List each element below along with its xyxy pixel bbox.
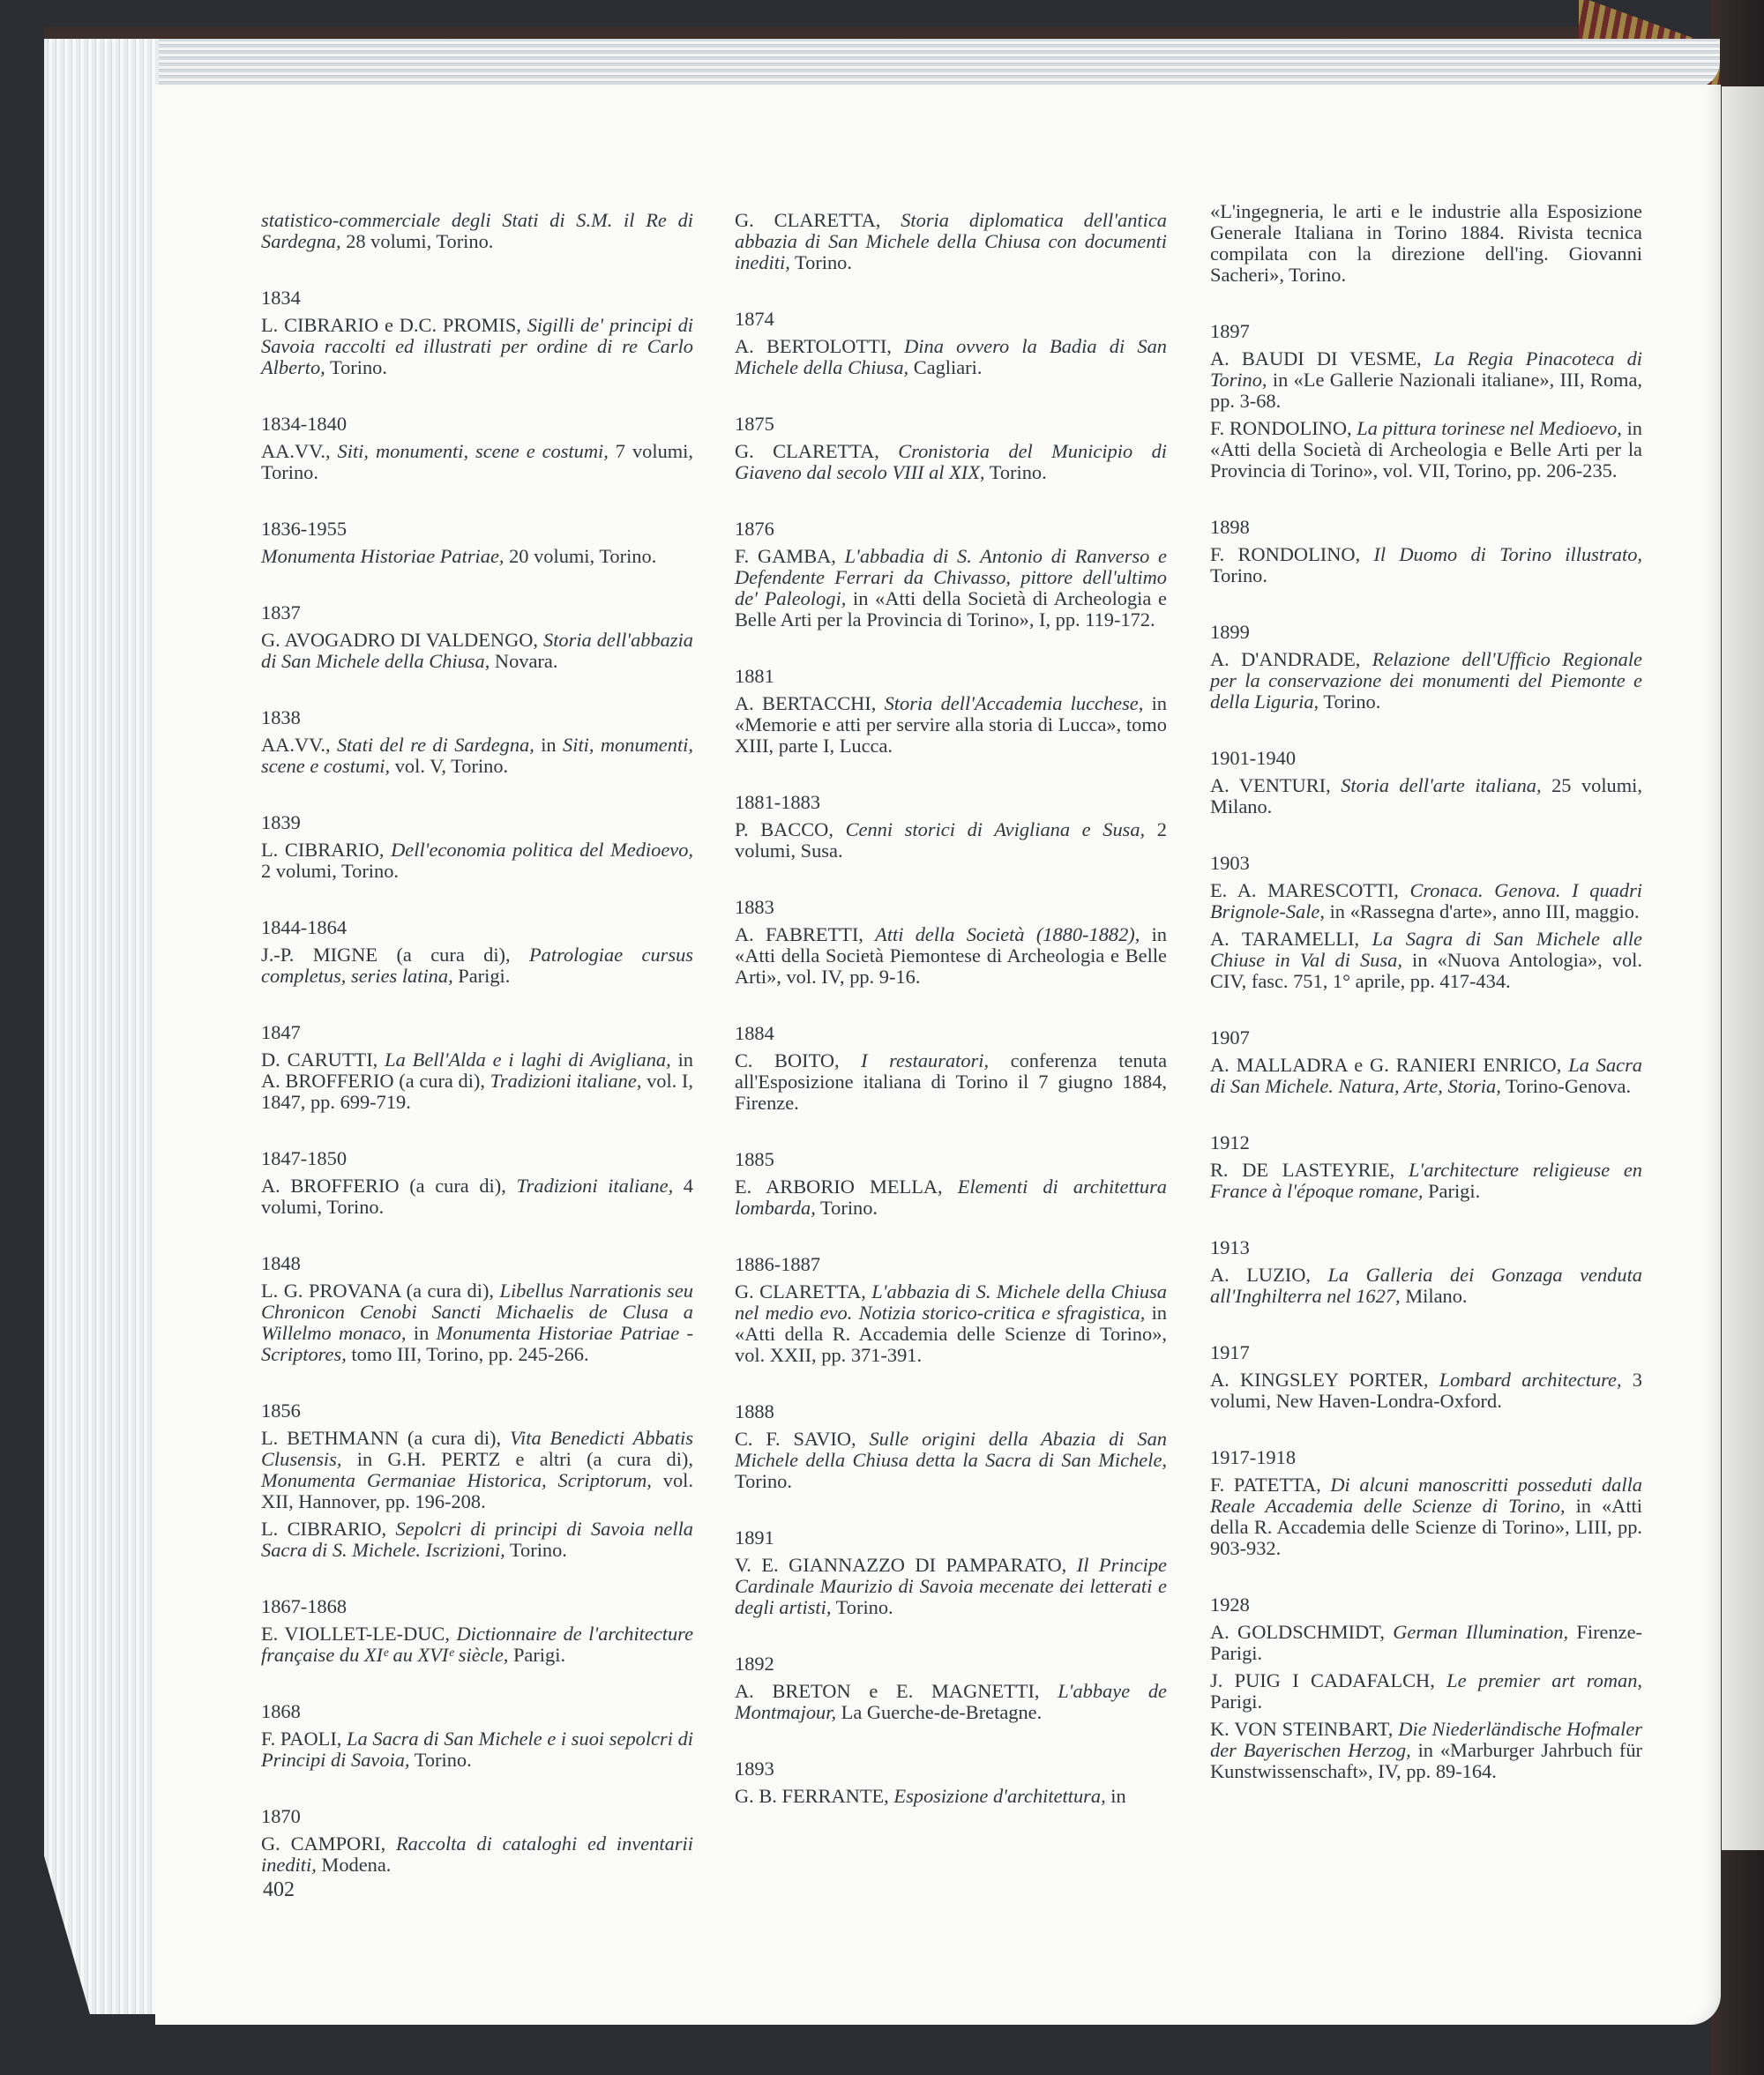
entry-text: A. MALLADRA e G. RANIERI ENRICO, (1210, 1054, 1569, 1076)
entry-text: in «Nuova Antologia», vol. CIV, fasc. 751, 1° aprile, pp. 417-434. (1210, 949, 1642, 992)
bibliography-year-group (735, 519, 1167, 631)
entry-text: A. GOLDSCHMIDT, (1210, 1621, 1394, 1643)
entry-title: Tradizioni italiane, (516, 1175, 674, 1197)
entry-text: Torino. (1210, 564, 1267, 586)
entry-text: in «Atti della Società di Archeologia e Belle Arti per la Provincia di Torino», vol. VII, Torino, pp. 206-235. (1210, 417, 1643, 481)
bibliography-entry (261, 1519, 693, 1561)
entry-text: J. PUIG I CADAFALCH, (1210, 1669, 1447, 1691)
entry-text: D. CARUTTI, (261, 1049, 385, 1071)
entry-text: E. ARBORIO MELLA, (735, 1176, 958, 1198)
entry-text: L. CIBRARIO, (261, 1518, 396, 1540)
entry-title: La Bell'Alda e i laghi di Avigliana, (385, 1049, 671, 1071)
bibliography-entry (735, 1429, 1167, 1492)
entry-text: R. DE LASTEYRIE, (1210, 1159, 1409, 1181)
entry-text: Torino. (984, 461, 1047, 483)
bibliography-year-group (261, 707, 693, 777)
entry-text: 25 volumi, Milano. (1210, 774, 1642, 817)
entry-text: C. BOITO, (735, 1049, 862, 1071)
entry-text: Modena. (316, 1854, 392, 1876)
entry-title: Siti, monumenti, scene e costumi, (337, 440, 609, 462)
entry-title: Libellus Narrationis seu Chronicon Cenobi Sancti Michaelis de Clusa a Willelmo monaco, (261, 1280, 694, 1344)
bibliography-year-group (735, 210, 1167, 273)
entry-title: L'abbadia di S. Antonio di Ranverso e Defendente Ferrari da Chivasso, pittore dell'ultimo de' Paleologi, (735, 545, 1167, 609)
entry-text: A. BROFFERIO (a cura di), (261, 1175, 517, 1197)
bibliography-year-group (735, 1149, 1167, 1219)
year-heading: 1897 (1210, 320, 1250, 342)
bibliography-entry (735, 441, 1167, 483)
entry-text: G. B. FERRANTE, (735, 1785, 894, 1807)
entry-title: Le premier art roman, (1446, 1669, 1642, 1691)
entry-title: Elementi di architettura lombarda, (735, 1176, 1167, 1219)
bibliography-entry (1210, 775, 1642, 817)
entry-text: in (534, 734, 564, 756)
page-edges-left (44, 39, 159, 2014)
bibliography-entry (735, 693, 1167, 757)
year-heading: 1888 (735, 1400, 774, 1422)
bibliography-column-1 (261, 210, 693, 1911)
bibliography-entry (261, 210, 693, 252)
bibliography-entry (1210, 880, 1642, 922)
entry-text: 3 volumi, New Haven-Londra-Oxford. (1210, 1369, 1643, 1412)
bibliography-entry (735, 924, 1167, 988)
page-edges-top (44, 39, 1720, 88)
entry-text: G. CLARETTA, (735, 440, 899, 462)
year-heading: 1899 (1210, 621, 1250, 643)
bibliography-entry (1210, 418, 1642, 481)
bibliography-year-group (735, 414, 1167, 483)
bibliography-year-group (261, 1022, 693, 1113)
bibliography-entry (735, 1281, 1167, 1366)
year-heading: 1885 (735, 1148, 774, 1170)
entry-text: L. BETHMANN (a cura di), (261, 1427, 510, 1449)
bibliography-entry (261, 630, 693, 672)
bibliography-year-group (1210, 748, 1642, 817)
bibliography-year-group (735, 792, 1167, 862)
bibliography-column-2 (735, 210, 1167, 1842)
entry-text: in «Atti della Società Piemontese di Archeologia e Belle Arti», vol. IV, pp. 9-16. (735, 923, 1167, 988)
entry-title: Relazione dell'Ufficio Regionale per la conservazione dei monumenti del Piemonte e della Liguria, (1210, 648, 1642, 713)
entry-text: Torino. (409, 1749, 472, 1771)
entry-text: E. A. MARESCOTTI, (1210, 879, 1410, 901)
bibliography-entry (261, 1049, 693, 1113)
bibliography-entry (261, 1833, 693, 1876)
year-heading: 1874 (735, 308, 774, 330)
entry-title: Sepolcri di principi di Savoia nella Sacra di S. Michele. Iscrizioni, (261, 1518, 693, 1561)
bibliography-entry (735, 336, 1167, 378)
entry-text: vol. XII, Hannover, pp. 196-208. (261, 1469, 694, 1512)
bibliography-entry (1210, 1719, 1642, 1782)
bibliography-year-group (1210, 201, 1642, 286)
bibliography-entry (1210, 1622, 1642, 1664)
bibliography-year-group (735, 1401, 1167, 1492)
bibliography-year-group (735, 1254, 1167, 1366)
entry-title: Die Niederländische Hofmaler der Bayerischen Herzog, (1210, 1718, 1642, 1761)
entry-text: «L'ingegneria, le arti e le industrie alla Esposizione Generale Italiana in Torino 1884. Rivista tecnica compilata con la direzione dell'ing. Giovanni Sacheri», Torino. (1210, 200, 1642, 286)
entry-text: P. BACCO, (735, 818, 846, 840)
entry-text: Torino. (325, 356, 387, 378)
entry-text: Torino. (505, 1539, 567, 1561)
entry-text: Milano. (1400, 1285, 1468, 1307)
entry-text: in G.H. PERTZ e altri (a cura di), (341, 1448, 693, 1470)
entry-text: in «Rassegna d'arte», anno III, maggio. (1324, 900, 1640, 922)
entry-text: L. G. PROVANA (a cura di), (261, 1280, 500, 1302)
entry-title: I restauratori, (861, 1049, 990, 1071)
year-heading: 1892 (735, 1653, 774, 1675)
entry-text: Parigi. (452, 965, 511, 987)
bibliography-year-group (261, 1596, 693, 1666)
entry-title: La Regia Pinacoteca di Torino, (1210, 347, 1642, 391)
bibliography-entry (261, 1176, 693, 1218)
entry-title: Cronistoria del Municipio di Giaveno dal secolo VIII al XIX, (735, 440, 1167, 483)
entry-title: Dina ovvero la Badia di San Michele della Chiusa, (735, 335, 1167, 378)
year-heading: 1901-1940 (1210, 747, 1297, 769)
bibliography-entry (261, 1728, 693, 1771)
year-heading: 1881-1883 (735, 791, 821, 813)
entry-text: Torino. (1319, 690, 1381, 713)
entry-text: V. E. GIANNAZZO DI PAMPARATO, (735, 1554, 1077, 1576)
entry-text: F. PATETTA, (1210, 1474, 1331, 1496)
bibliography-year-group (261, 287, 693, 378)
entry-title: Storia dell'Accademia lucchese, (884, 692, 1144, 714)
bibliography-year-group (735, 897, 1167, 988)
entry-text: 4 volumi, Torino. (261, 1175, 693, 1218)
entry-title: Di alcuni manoscritti posseduti dalla Reale Accademia delle Scienze di Torino, (1210, 1474, 1642, 1517)
entry-text: A. LUZIO, (1210, 1264, 1328, 1286)
entry-title: La Sacra di San Michele e i suoi sepolcri di Principi di Savoia, (261, 1728, 694, 1771)
year-heading: 1903 (1210, 852, 1250, 874)
entry-title: Patrologiae cursus completus, series latina, (261, 944, 693, 987)
entry-text: F. RONDOLINO, (1210, 543, 1374, 565)
bibliography-year-group (261, 414, 693, 483)
entry-title: La Sacra di San Michele. Natura, Arte, Storia, (1210, 1054, 1642, 1097)
entry-text: Torino. (789, 251, 852, 273)
entry-text: 7 volumi, Torino. (261, 440, 693, 483)
bibliography-year-group (1210, 1342, 1642, 1412)
entry-text: in (406, 1322, 437, 1344)
entry-title: Cronaca. Genova. I quadri Brignole-Sale, (1210, 879, 1642, 922)
entry-title: Il Duomo di Torino illustrato, (1373, 543, 1643, 565)
entry-text: E. VIOLLET-LE-DUC, (261, 1623, 457, 1645)
entry-text: Torino. (735, 1470, 792, 1492)
year-heading: 1893 (735, 1758, 774, 1780)
entry-text: in «Atti della Società di Archeologia e Belle Arti per la Provincia di Torino», I, pp. 119-172. (735, 587, 1167, 631)
year-heading: 1834 (261, 287, 301, 309)
bibliography-entry (1210, 1055, 1642, 1097)
entry-title: La Sagra di San Michele alle Chiuse in Val di Susa, (1210, 928, 1642, 971)
year-heading: 1837 (261, 601, 301, 623)
entry-text: 20 volumi, Torino. (504, 545, 657, 567)
entry-title: Raccolta di cataloghi ed inventarii inediti, (261, 1832, 693, 1876)
entry-title: Atti della Società (1880-1882), (875, 923, 1140, 945)
bibliography-year-group (735, 1653, 1167, 1723)
entry-text: A. VENTURI, (1210, 774, 1342, 796)
entry-text: vol. I, 1847, pp. 699-719. (261, 1070, 693, 1113)
year-heading: 1875 (735, 413, 774, 435)
entry-title: Vita Benedicti Abbatis Clusensis, (261, 1427, 693, 1470)
entry-title: Dell'economia politica del Medioevo, (391, 839, 693, 861)
bibliography-year-group (261, 519, 693, 567)
entry-text: in (1105, 1785, 1126, 1807)
entry-title: La pittura torinese nel Medioevo, (1357, 417, 1622, 439)
bibliography-entry (1210, 348, 1642, 412)
entry-text: G. AVOGADRO DI VALDENGO, (261, 629, 543, 651)
year-heading: 1917 (1210, 1341, 1250, 1363)
entry-title: L'abbazia di S. Michele della Chiusa nel medio evo. Notizia storico-critica e sfragistica, (735, 1280, 1167, 1324)
entry-title: Storia dell'abbazia di San Michele della Chiusa, (261, 629, 693, 672)
bibliography-year-group (261, 1701, 693, 1771)
bibliography-year-group (735, 666, 1167, 757)
entry-text: in A. BROFFERIO (a cura di), (261, 1049, 693, 1092)
year-heading: 1928 (1210, 1594, 1250, 1616)
bibliography-year-group (1210, 1447, 1642, 1559)
entry-text: in «Memorie e atti per servire alla storia di Lucca», tomo XIII, parte I, Lucca. (735, 692, 1168, 757)
bibliography-entry (261, 1623, 693, 1666)
entry-text: Torino-Genova. (1500, 1075, 1632, 1097)
bibliography-year-group (735, 1527, 1167, 1618)
bibliography-entry (1210, 544, 1642, 586)
entry-text: Novara. (490, 650, 558, 672)
entry-text: G. CAMPORI, (261, 1832, 396, 1855)
bibliography-entry (735, 546, 1167, 631)
entry-title: Monumenta Germaniae Historica, Scriptorum, (261, 1469, 652, 1491)
year-heading: 1907 (1210, 1026, 1250, 1049)
year-heading: 1868 (261, 1700, 301, 1722)
year-heading: 1844-1864 (261, 916, 348, 938)
bibliography-entry (735, 1050, 1167, 1114)
entry-title: Il Principe Cardinale Maurizio di Savoia mecenate dei letterati e degli artisti, (735, 1554, 1167, 1618)
bibliography-entry (1210, 1160, 1642, 1202)
year-heading: 1839 (261, 811, 301, 833)
bibliography-year-group (1210, 517, 1642, 586)
entry-title: L'abbaye de Montmajour, (735, 1680, 1167, 1723)
year-heading: 1847 (261, 1021, 301, 1043)
bibliography-entry (261, 441, 693, 483)
entry-title: German Illumination, (1393, 1621, 1569, 1643)
year-heading: 1838 (261, 706, 301, 728)
bibliography-entry (261, 1280, 693, 1365)
year-heading: 1886-1887 (735, 1253, 821, 1275)
year-heading: 1913 (1210, 1236, 1250, 1258)
entry-title: Sigilli de' principi di Savoia raccolti ed illustrati per ordine di re Carlo Alberto, (261, 314, 693, 378)
bibliography-entry (261, 315, 693, 378)
year-heading: 1876 (735, 518, 774, 540)
entry-title: Tradizioni italiane, (490, 1070, 642, 1092)
entry-text: La Guerche-de-Bretagne. (836, 1701, 1043, 1723)
entry-text: conferenza tenuta all'Esposizione italiana di Torino il 7 giugno 1884, Firenze. (735, 1049, 1168, 1114)
entry-title: Siti, monumenti, scene e costumi, (261, 734, 693, 777)
entry-title: Monumenta Historiae Patriae - Scriptores, (261, 1322, 693, 1365)
year-heading: 1883 (735, 896, 774, 918)
bibliography-entry (735, 210, 1167, 273)
year-heading: 1891 (735, 1526, 774, 1549)
bibliography-entry (735, 1555, 1167, 1618)
entry-text: A. BAUDI DI VESME, (1210, 347, 1434, 369)
bibliography-entry (1210, 649, 1642, 713)
entry-text: F. RONDOLINO, (1210, 417, 1357, 439)
year-heading: 1856 (261, 1400, 301, 1422)
entry-text: Parigi. (1423, 1180, 1481, 1202)
bibliography-year-group (261, 1148, 693, 1218)
entry-title: statistico-commerciale degli Stati di S.M. il Re di Sardegna, (261, 209, 693, 252)
entry-text: A. BRETON e E. MAGNETTI, (735, 1680, 1058, 1702)
bibliography-entry (1210, 201, 1642, 286)
entry-text: A. BERTACCHI, (735, 692, 885, 714)
bibliography-entry (735, 1176, 1167, 1219)
entry-text: F. PAOLI, (261, 1728, 348, 1750)
entry-text: 28 volumi, Torino. (340, 230, 494, 252)
entry-title: Esposizione d'architettura, (893, 1785, 1106, 1807)
year-heading: 1898 (1210, 516, 1250, 538)
bibliography-column-3 (1210, 201, 1642, 1817)
entry-text: J.-P. MIGNE (a cura di), (261, 944, 529, 966)
year-heading: 1836-1955 (261, 518, 348, 540)
entry-text: C. F. SAVIO, (735, 1428, 870, 1450)
bibliography-year-group (1210, 622, 1642, 713)
bibliography-year-group (1210, 1132, 1642, 1202)
year-heading: 1917-1918 (1210, 1446, 1297, 1468)
year-heading: 1848 (261, 1252, 301, 1274)
bibliography-entry (1210, 1370, 1642, 1412)
entry-text: G. CLARETTA, (735, 1280, 872, 1302)
bibliography-year-group (261, 812, 693, 882)
entry-text: vol. V, Torino. (390, 755, 509, 777)
entry-text: in «Atti della R. Accademia delle Scienze di Torino», vol. XXII, pp. 371-391. (735, 1302, 1168, 1366)
entry-text: Parigi. (1210, 1691, 1263, 1713)
entry-text: 2 volumi, Torino. (261, 860, 400, 882)
entry-title: Dictionnaire de l'architecture française du XIᵉ au XVIᵉ siècle, (261, 1623, 694, 1666)
bibliography-entry (1210, 1474, 1642, 1559)
entry-text: A. FABRETTI, (735, 923, 876, 945)
entry-text: F. GAMBA, (735, 545, 845, 567)
entry-title: Storia dell'arte italiana, (1341, 774, 1542, 796)
entry-text: tomo III, Torino, pp. 245-266. (346, 1343, 589, 1365)
bibliography-year-group (1210, 1027, 1642, 1097)
bibliography-entry (1210, 1265, 1642, 1307)
facing-page-edge (1722, 86, 1764, 1850)
bibliography-entry (261, 840, 693, 882)
bibliography-year-group (1210, 1594, 1642, 1782)
bibliography-entry (261, 1428, 693, 1512)
year-heading: 1834-1840 (261, 413, 348, 435)
entry-text: AA.VV., (261, 440, 338, 462)
entry-title: La Galleria dei Gonzaga venduta all'Inghilterra nel 1627, (1210, 1264, 1642, 1307)
entry-text: A. KINGSLEY PORTER, (1210, 1369, 1439, 1391)
entry-title: L'architecture religieuse en France à l'époque romane, (1210, 1159, 1642, 1202)
bibliography-entry (1210, 929, 1642, 992)
bibliography-year-group (261, 210, 693, 252)
entry-text: 2 volumi, Susa. (735, 818, 1167, 862)
year-heading: 1881 (735, 665, 774, 687)
entry-text: in «Le Gallerie Nazionali italiane», III, Roma, pp. 3-68. (1210, 369, 1642, 412)
entry-text: L. CIBRARIO e D.C. PROMIS, (261, 314, 527, 336)
year-heading: 1870 (261, 1805, 301, 1827)
entry-text: G. CLARETTA, (735, 209, 901, 231)
bibliography-entry (261, 944, 693, 987)
entry-text: A. BERTOLOTTI, (735, 335, 905, 357)
entry-text: L. CIBRARIO, (261, 839, 392, 861)
bibliography-entry (735, 819, 1167, 862)
entry-title: Cenni storici di Avigliana e Susa, (845, 818, 1146, 840)
bibliography-entry (735, 1681, 1167, 1723)
bibliography-entry (735, 1786, 1167, 1807)
bibliography-year-group (735, 1758, 1167, 1807)
entry-title: Sulle origini della Abazia di San Michele della Chiusa detta la Sacra di San Michele, (735, 1428, 1167, 1471)
entry-title: Lombard architecture, (1439, 1369, 1622, 1391)
entry-text: Torino. (831, 1596, 893, 1618)
entry-text: Firenze-Parigi. (1210, 1621, 1642, 1664)
bibliography-year-group (1210, 321, 1642, 481)
year-heading: 1912 (1210, 1131, 1250, 1153)
bibliography-entry (261, 546, 693, 567)
entry-text: in «Marburger Jahrbuch für Kunstwissenschaft», IV, pp. 89-164. (1210, 1739, 1642, 1782)
entry-text: K. VON STEINBART, (1210, 1718, 1399, 1740)
year-heading: 1847-1850 (261, 1147, 348, 1169)
entry-title: Monumenta Historiae Patriae, (261, 545, 505, 567)
bibliography-entry (261, 735, 693, 777)
year-heading: 1884 (735, 1022, 774, 1044)
entry-text: Parigi. (508, 1644, 566, 1666)
entry-text: Torino. (815, 1197, 878, 1219)
entry-text: Cagliari. (908, 356, 983, 378)
year-heading: 1867-1868 (261, 1595, 348, 1617)
entry-text: in «Atti della R. Accademia delle Scienze di Torino», LIII, pp. 903-932. (1210, 1495, 1643, 1559)
bibliography-year-group (261, 1400, 693, 1561)
bibliography-year-group (261, 602, 693, 672)
bibliography-year-group (261, 1253, 693, 1365)
bibliography-year-group (261, 1806, 693, 1876)
bibliography-year-group (1210, 853, 1642, 992)
entry-text: A. D'ANDRADE, (1210, 648, 1372, 670)
page-number: 402 (263, 1878, 295, 1901)
entry-title: Stati del re di Sardegna, (336, 734, 534, 756)
bibliography-entry (1210, 1670, 1642, 1713)
bibliography-year-group (261, 917, 693, 987)
bibliography-year-group (1210, 1237, 1642, 1307)
entry-title: Storia diplomatica dell'antica abbazia di San Michele della Chiusa con documenti inediti, (735, 209, 1168, 273)
bibliography-year-group (735, 309, 1167, 378)
entry-text: AA.VV., (261, 734, 337, 756)
entry-text: A. TARAMELLI, (1210, 928, 1372, 950)
bibliography-year-group (735, 1023, 1167, 1114)
